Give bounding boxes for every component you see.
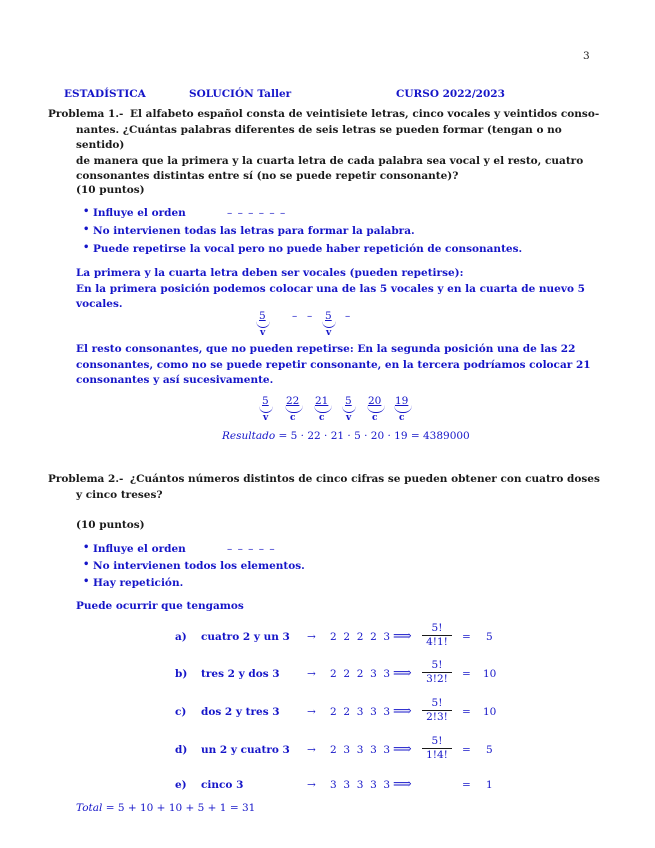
case-value: 10 bbox=[483, 706, 497, 718]
case-value: 5 bbox=[486, 631, 493, 643]
case-digits: 2 3 3 3 3 bbox=[330, 744, 391, 756]
slot-a-brace bbox=[256, 320, 270, 328]
case-letter: b) bbox=[175, 668, 188, 680]
slot-a-brace bbox=[322, 320, 336, 328]
problem1-label: Problema 1.- bbox=[48, 108, 124, 120]
problem1-line-3: de manera que la primera y la cuarta letra de cada palabra sea vocal y el resto, cuatro bbox=[76, 154, 584, 167]
text-a-line-1: La primera y la cuarta letra deben ser vocales (pueden repetirse): bbox=[76, 267, 464, 279]
implies-icon: ⟹ bbox=[393, 777, 412, 792]
slot-b-tag: c bbox=[319, 413, 325, 423]
arrow-icon: → bbox=[307, 706, 316, 718]
arrow-icon: → bbox=[307, 779, 316, 791]
fraction-denominator: 2!3! bbox=[426, 711, 448, 723]
fraction-numerator: 5! bbox=[422, 622, 452, 636]
slot-b-tag: c bbox=[399, 413, 405, 423]
case-fraction bbox=[422, 622, 452, 649]
slot-a-value: 5 bbox=[325, 310, 332, 322]
implies-icon: ⟹ bbox=[393, 629, 412, 644]
problem1-text-a bbox=[76, 266, 606, 313]
slot-a-value: – bbox=[307, 310, 313, 322]
text-a-line-3: vocales. bbox=[76, 298, 123, 311]
slot-b-brace bbox=[342, 405, 356, 413]
slot-b-value: 20 bbox=[368, 395, 382, 407]
page-number: 3 bbox=[583, 50, 590, 62]
slot-a-tag: v bbox=[260, 328, 266, 338]
problem2-total bbox=[76, 802, 255, 814]
case-row-a bbox=[170, 622, 510, 652]
problem1-points: (10 puntos) bbox=[76, 184, 145, 196]
case-row-c bbox=[170, 697, 510, 727]
slot-b-tag: c bbox=[290, 413, 296, 423]
case-description: dos 2 y tres 3 bbox=[201, 706, 280, 718]
problem1-line-2: nantes. ¿Cuántas palabras diferentes de seis letras se pueden formar (tengan o no sentido) bbox=[76, 123, 562, 152]
implies-icon: ⟹ bbox=[393, 666, 412, 681]
case-fraction bbox=[422, 697, 452, 724]
arrow-icon: → bbox=[307, 744, 316, 756]
slot-b-value: 5 bbox=[262, 395, 269, 407]
slots-diagram-b bbox=[258, 395, 418, 425]
result-expression: = 5 · 22 · 21 · 5 · 20 · 19 = 4389000 bbox=[275, 430, 470, 442]
slot-b-value: 5 bbox=[345, 395, 352, 407]
implies-icon: ⟹ bbox=[393, 742, 412, 757]
slot-b-tag: v bbox=[263, 413, 269, 423]
slot-b-brace bbox=[314, 405, 332, 413]
problem2-statement bbox=[48, 472, 608, 503]
implies-icon: ⟹ bbox=[393, 704, 412, 719]
case-digits: 2 2 2 3 3 bbox=[330, 668, 391, 680]
case-letter: d) bbox=[175, 744, 188, 756]
problem1-line-1: El alfabeto español consta de veintisiete letras, cinco vocales y veintidos conso- bbox=[130, 108, 600, 120]
text-a-line-2: En la primera posición podemos colocar una de las 5 vocales y en la cuarta de nuevo 5 bbox=[76, 282, 585, 295]
case-row-d bbox=[170, 735, 510, 765]
case-description: tres 2 y dos 3 bbox=[201, 668, 280, 680]
problem2-label: Problema 2.- bbox=[48, 473, 124, 485]
case-row-b bbox=[170, 659, 510, 689]
slot-b-tag: v bbox=[346, 413, 352, 423]
problem2-bullet-1: • Influye el orden bbox=[93, 543, 186, 555]
problem1-result bbox=[222, 430, 470, 442]
equals-sign: = bbox=[462, 706, 471, 718]
case-description: cinco 3 bbox=[201, 779, 244, 791]
header-course: CURSO 2022/2023 bbox=[396, 88, 505, 100]
equals-sign: = bbox=[462, 668, 471, 680]
problem2-line-2: y cinco treses? bbox=[76, 488, 163, 501]
fraction-denominator: 4!1! bbox=[426, 636, 448, 648]
problem2-line-1: ¿Cuántos números distintos de cinco cifras se pueden obtener con cuatro doses bbox=[130, 473, 600, 485]
slot-b-value: 19 bbox=[395, 395, 409, 407]
case-fraction bbox=[422, 659, 452, 686]
case-letter: c) bbox=[175, 706, 187, 718]
arrow-icon: → bbox=[307, 668, 316, 680]
slot-b-brace bbox=[367, 405, 385, 413]
header-subject: ESTADÍSTICA bbox=[64, 88, 146, 100]
case-letter: e) bbox=[175, 779, 187, 791]
slot-b-tag: c bbox=[372, 413, 378, 423]
total-expression: = 5 + 10 + 10 + 5 + 1 = 31 bbox=[102, 802, 256, 814]
equals-sign: = bbox=[462, 631, 471, 643]
fraction-numerator: 5! bbox=[422, 697, 452, 711]
problem1-line-4: consonantes distintas entre sí (no se puede repetir consonante)? bbox=[76, 170, 459, 183]
slot-a-value: 5 bbox=[259, 310, 266, 322]
slot-b-brace bbox=[394, 405, 412, 413]
case-value: 10 bbox=[483, 668, 497, 680]
problem2-points: (10 puntos) bbox=[76, 519, 145, 531]
arrow-icon: → bbox=[307, 631, 316, 643]
problem1-bullet-3: • Puede repetirse la vocal pero no puede haber repetición de consonantes. bbox=[93, 243, 522, 255]
problem1-bullet-2: • No intervienen todas las letras para formar la palabra. bbox=[93, 225, 415, 237]
slot-a-value: – bbox=[292, 310, 298, 322]
result-label: Resultado bbox=[222, 430, 276, 442]
slot-a-value: – bbox=[345, 310, 351, 322]
slot-b-value: 21 bbox=[315, 395, 329, 407]
problem1-bullet-1: • Influye el orden bbox=[93, 207, 186, 219]
fraction-denominator: 3!2! bbox=[426, 673, 448, 685]
problem1-text-b bbox=[76, 342, 606, 389]
case-row-e bbox=[170, 770, 510, 800]
case-fraction bbox=[422, 735, 452, 762]
text-b-line-3: consonantes y así sucesivamente. bbox=[76, 374, 274, 387]
equals-sign: = bbox=[462, 744, 471, 756]
problem2-bullet-2: • No intervienen todos los elementos. bbox=[93, 560, 305, 572]
problem1-order-dashes: – – – – – – bbox=[227, 207, 287, 219]
case-digits: 2 2 2 2 3 bbox=[330, 631, 391, 643]
fraction-numerator: 5! bbox=[422, 735, 452, 749]
fraction-numerator: 5! bbox=[422, 659, 452, 673]
total-label: Total bbox=[76, 802, 103, 814]
fraction-denominator: 1!4! bbox=[426, 749, 448, 761]
case-value: 1 bbox=[486, 779, 493, 791]
problem2-intro: Puede ocurrir que tengamos bbox=[76, 600, 244, 612]
case-digits: 3 3 3 3 3 bbox=[330, 779, 391, 791]
problem2-bullet-3: • Hay repetición. bbox=[93, 577, 183, 589]
slot-b-value: 22 bbox=[286, 395, 300, 407]
problem2-order-dashes: – – – – – bbox=[227, 543, 276, 555]
case-description: un 2 y cuatro 3 bbox=[201, 744, 290, 756]
problem1-statement bbox=[48, 107, 608, 185]
case-value: 5 bbox=[486, 744, 493, 756]
slot-b-brace bbox=[259, 405, 273, 413]
text-b-line-2: consonantes, como no se puede repetir consonante, en la tercera podríamos colocar 21 bbox=[76, 358, 591, 371]
text-b-line-1: El resto consonantes, que no pueden repetirse: En la segunda posición una de las 22 bbox=[76, 343, 576, 355]
slot-a-tag: v bbox=[326, 328, 332, 338]
equals-sign: = bbox=[462, 779, 471, 791]
slot-b-brace bbox=[285, 405, 303, 413]
case-digits: 2 2 3 3 3 bbox=[330, 706, 391, 718]
slots-diagram-a bbox=[255, 310, 395, 340]
case-letter: a) bbox=[175, 631, 187, 643]
case-description: cuatro 2 y un 3 bbox=[201, 631, 290, 643]
header-doc-type: SOLUCIÓN Taller bbox=[189, 88, 292, 100]
